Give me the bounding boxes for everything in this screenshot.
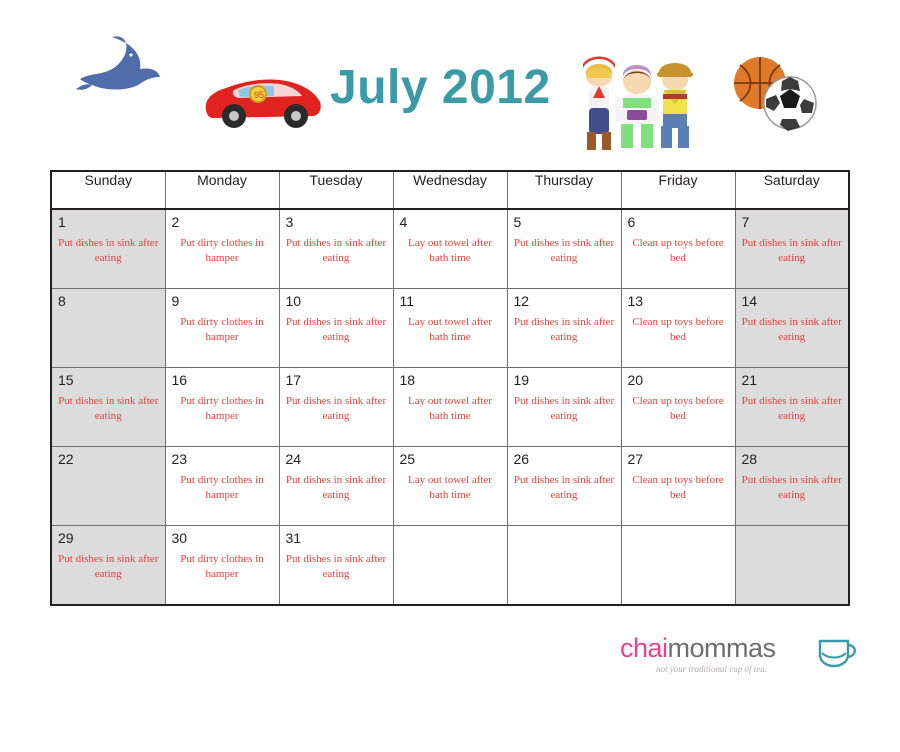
calendar-week-row bbox=[51, 447, 849, 526]
day-chore: Clean up toys before bed bbox=[632, 395, 724, 422]
calendar-day-cell[interactable] bbox=[393, 526, 507, 606]
day-number: 15 bbox=[58, 372, 74, 388]
day-number: 8 bbox=[58, 293, 66, 309]
calendar-day-cell[interactable] bbox=[165, 447, 279, 526]
calendar-day-cell[interactable] bbox=[621, 209, 735, 289]
weekday-header-sunday: Sunday bbox=[51, 171, 165, 209]
race-car-icon bbox=[198, 60, 326, 132]
monthly-calendar-table bbox=[50, 170, 850, 606]
day-chore: Lay out towel after bath time bbox=[408, 237, 492, 264]
day-number: 3 bbox=[285, 214, 294, 230]
day-chore: Clean up toys before bed bbox=[632, 474, 724, 501]
weekday-header-thursday: Thursday bbox=[507, 171, 621, 209]
day-number: 18 bbox=[399, 372, 416, 388]
calendar-day-cell[interactable] bbox=[507, 447, 621, 526]
day-number: 6 bbox=[627, 214, 636, 230]
calendar-day-cell[interactable] bbox=[51, 209, 165, 289]
calendar-day-cell[interactable] bbox=[279, 289, 393, 368]
day-number: 4 bbox=[399, 214, 408, 230]
day-number: 7 bbox=[741, 214, 750, 230]
calendar-day-cell[interactable] bbox=[507, 209, 621, 289]
day-chore: Put dishes in sink after eating bbox=[513, 237, 615, 264]
day-chore: Put dishes in sink after eating bbox=[741, 474, 842, 501]
day-chore: Put dishes in sink after eating bbox=[741, 316, 842, 343]
day-number: 31 bbox=[285, 530, 302, 546]
calendar-day-cell[interactable] bbox=[735, 368, 849, 447]
day-number: 13 bbox=[627, 293, 644, 309]
weekday-header-friday: Friday bbox=[621, 171, 735, 209]
page-title: July 2012 bbox=[330, 61, 551, 114]
day-chore: Put dishes in sink after eating bbox=[513, 316, 615, 343]
toy-story-characters-icon bbox=[575, 48, 703, 154]
day-chore: Put dishes in sink after eating bbox=[513, 395, 615, 422]
page-header bbox=[0, 0, 900, 155]
teacup-icon bbox=[816, 635, 860, 669]
day-number: 27 bbox=[627, 451, 644, 467]
day-number: 28 bbox=[741, 451, 758, 467]
day-chore: Lay out towel after bath time bbox=[408, 474, 492, 501]
calendar-day-cell[interactable] bbox=[735, 289, 849, 368]
day-chore: Put dishes in sink after eating bbox=[58, 395, 159, 422]
dolphin-icon bbox=[68, 33, 163, 95]
calendar-day-cell[interactable] bbox=[51, 447, 165, 526]
calendar-week-row bbox=[51, 368, 849, 447]
calendar-day-cell[interactable] bbox=[735, 447, 849, 526]
day-chore: Lay out towel after bath time bbox=[408, 395, 492, 422]
calendar-day-cell[interactable] bbox=[51, 289, 165, 368]
weekday-header-tuesday: Tuesday bbox=[279, 171, 393, 209]
calendar-day-cell[interactable] bbox=[279, 447, 393, 526]
calendar-day-cell[interactable] bbox=[621, 289, 735, 368]
calendar-day-cell[interactable] bbox=[165, 289, 279, 368]
day-chore: Put dishes in sink after eating bbox=[741, 237, 842, 264]
calendar-week-row bbox=[51, 526, 849, 606]
calendar-day-cell[interactable] bbox=[621, 368, 735, 447]
day-chore: Put dirty clothes in hamper bbox=[180, 395, 264, 422]
day-number: 30 bbox=[171, 530, 188, 546]
chai-mommas-logo[interactable] bbox=[620, 633, 860, 683]
logo-wordmark bbox=[620, 633, 776, 664]
calendar-day-cell[interactable] bbox=[165, 526, 279, 606]
calendar-day-cell[interactable] bbox=[735, 209, 849, 289]
day-number: 23 bbox=[171, 451, 188, 467]
day-chore: Clean up toys before bed bbox=[632, 316, 724, 343]
day-chore: Put dishes in sink after eating bbox=[58, 553, 159, 580]
day-number: 22 bbox=[58, 451, 74, 467]
calendar-day-cell[interactable] bbox=[621, 526, 735, 606]
calendar-day-cell[interactable] bbox=[51, 368, 165, 447]
weekday-header-wednesday: Wednesday bbox=[393, 171, 507, 209]
day-number: 11 bbox=[399, 293, 415, 309]
calendar-day-cell[interactable] bbox=[165, 209, 279, 289]
day-number: 5 bbox=[513, 214, 522, 230]
logo-chai-text: chai bbox=[620, 633, 668, 663]
calendar-day-cell[interactable] bbox=[51, 526, 165, 606]
day-chore: Clean up toys before bed bbox=[632, 237, 724, 264]
day-number: 25 bbox=[399, 451, 416, 467]
calendar-day-cell[interactable] bbox=[621, 447, 735, 526]
day-number: 17 bbox=[285, 372, 302, 388]
calendar-day-cell[interactable] bbox=[279, 368, 393, 447]
day-chore: Put dishes in sink after eating bbox=[285, 316, 387, 343]
day-chore: Put dishes in sink after eating bbox=[285, 474, 387, 501]
day-chore: Put dishes in sink after eating bbox=[285, 553, 387, 580]
logo-tagline: not your traditional cup of tea. bbox=[656, 664, 767, 674]
day-number: 21 bbox=[741, 372, 758, 388]
calendar-day-cell[interactable] bbox=[507, 289, 621, 368]
calendar-day-cell[interactable] bbox=[507, 368, 621, 447]
weekday-header-saturday: Saturday bbox=[735, 171, 849, 209]
logo-mommas-text: mommas bbox=[667, 633, 776, 663]
day-chore: Put dirty clothes in hamper bbox=[180, 474, 264, 501]
calendar-day-cell[interactable] bbox=[393, 209, 507, 289]
calendar-day-cell[interactable] bbox=[393, 368, 507, 447]
calendar-day-cell[interactable] bbox=[735, 526, 849, 606]
sports-balls-icon bbox=[728, 55, 824, 131]
day-chore: Put dirty clothes in hamper bbox=[180, 316, 264, 343]
day-number: 29 bbox=[58, 530, 74, 546]
day-number: 1 bbox=[58, 214, 66, 230]
day-number: 9 bbox=[171, 293, 180, 309]
day-chore: Put dishes in sink after eating bbox=[285, 395, 387, 422]
day-chore: Put dishes in sink after eating bbox=[741, 395, 842, 422]
calendar-day-cell[interactable] bbox=[393, 447, 507, 526]
calendar-body bbox=[51, 209, 849, 605]
day-number: 24 bbox=[285, 451, 302, 467]
day-chore: Put dishes in sink after eating bbox=[285, 237, 387, 264]
calendar-header-row bbox=[51, 171, 849, 209]
day-chore: Put dishes in sink after eating bbox=[58, 237, 159, 264]
calendar-day-cell[interactable] bbox=[279, 526, 393, 606]
day-number: 2 bbox=[171, 214, 180, 230]
calendar-day-cell[interactable] bbox=[165, 368, 279, 447]
weekday-header-monday: Monday bbox=[165, 171, 279, 209]
day-chore: Put dishes in sink after eating bbox=[513, 474, 615, 501]
day-number: 12 bbox=[513, 293, 530, 309]
day-chore: Put dirty clothes in hamper bbox=[180, 237, 264, 264]
calendar-week-row bbox=[51, 209, 849, 289]
day-chore: Lay out towel after bath time bbox=[408, 316, 492, 343]
svg-text:95: 95 bbox=[254, 90, 265, 100]
day-chore: Put dirty clothes in hamper bbox=[180, 553, 264, 580]
day-number: 14 bbox=[741, 293, 758, 309]
calendar-day-cell[interactable] bbox=[279, 209, 393, 289]
calendar-day-cell[interactable] bbox=[393, 289, 507, 368]
calendar-week-row bbox=[51, 289, 849, 368]
calendar-day-cell[interactable] bbox=[507, 526, 621, 606]
day-number: 10 bbox=[285, 293, 302, 309]
day-number: 26 bbox=[513, 451, 530, 467]
day-number: 16 bbox=[171, 372, 188, 388]
day-number: 19 bbox=[513, 372, 530, 388]
day-number: 20 bbox=[627, 372, 644, 388]
